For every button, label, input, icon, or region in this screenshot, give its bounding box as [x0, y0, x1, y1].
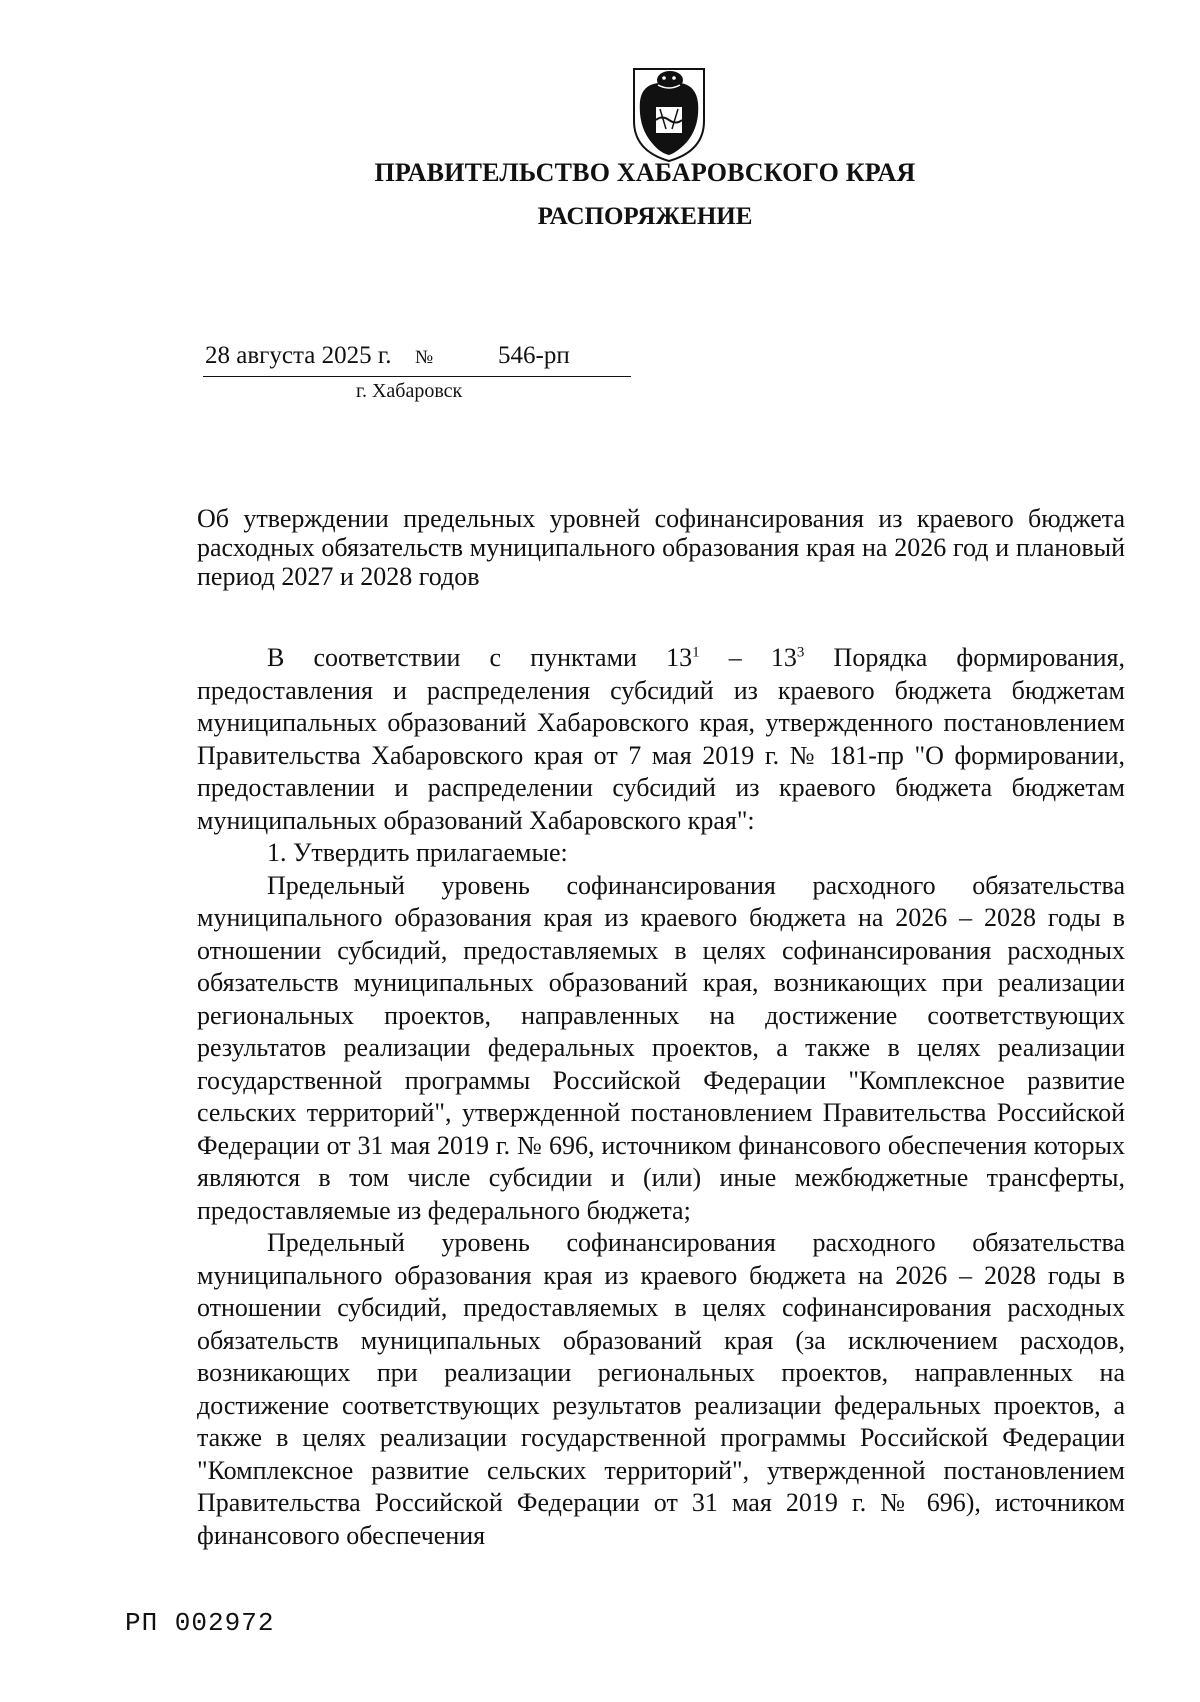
form-code: РП 002972	[125, 1608, 275, 1638]
intro-range: – 13	[699, 643, 797, 672]
number-sign: №	[415, 347, 434, 368]
document-city: г. Хабаровск	[356, 380, 463, 402]
document-body	[197, 642, 1125, 1552]
paragraph-1: Предельный уровень софинансирования расходного обязательства муниципального образования края из краевого бюджета на 2026 – 2028 годы в отношении субсидий, предоставляемых в целях софинансирования расходных обязательств муниципальных образований края, возникающих при реализации региональных проектов, направленных на достижение соответствующих результатов реализации федеральных проектов, а также в целях реализации государственной программы Российской Федерации "Комплексное развитие сельских территорий", утвержденной постановлением Правительства Российской Федерации от 31 мая 2019 г. № 696, источником финансового обеспечения которых являются в том числе субсидии и (или) иные межбюджетные трансферты, предоставляемые из федерального бюджета;	[197, 870, 1125, 1225]
document-subject: Об утверждении предельных уровней софинансирования из краевого бюджета расходных обязательств муниципального образования края на 2026 год и плановый период 2027 и 2028 годов	[197, 504, 1125, 591]
superscript-1: 1	[692, 644, 700, 661]
paragraph-2: Предельный уровень софинансирования расходного обязательства муниципального образования края из краевого бюджета на 2026 – 2028 годы в отношении субсидий, предоставляемых в целях софинансирования расходных обязательств муниципальных образований края (за исключением расходов, возникающих при реализации региональных проектов, направленных на достижение соответствующих результатов реализации федеральных проектов, а также в целях реализации государственной программы Российской Федерации "Комплексное развитие сельских территорий", утвержденной постановлением Правительства Российской Федерации от 31 мая 2019 г. № 696), источником финансового обеспечения	[197, 1228, 1125, 1550]
item-1: 1. Утвердить прилагаемые:	[267, 838, 568, 867]
government-name: ПРАВИТЕЛЬСТВО ХАБАРОВСКОГО КРАЯ	[374, 158, 916, 187]
document-number: 546-рп	[498, 342, 570, 369]
document-type: РАСПОРЯЖЕНИЕ	[537, 203, 753, 230]
intro-paragraph	[197, 642, 1125, 837]
intro-text-end: Порядка формирования, предоставления и распределения субсидий из краевого бюджета бюджетам муниципальных образований Хабаровского края, утвержденного постановлением Правительства Хабаровского края от 7 мая 2019 г. № 181-пр "О формировании, предоставлении и распределении субсидий из краевого бюджета бюджетам муниципальных образований Хабаровского края":	[197, 643, 1126, 835]
coat-of-arms-icon	[630, 63, 708, 163]
document-date: 28 августа 2025 г.	[205, 342, 392, 369]
superscript-3: 3	[796, 644, 805, 661]
intro-text-start: В соответствии с пунктами 13	[267, 643, 693, 672]
date-number-line	[203, 336, 631, 377]
